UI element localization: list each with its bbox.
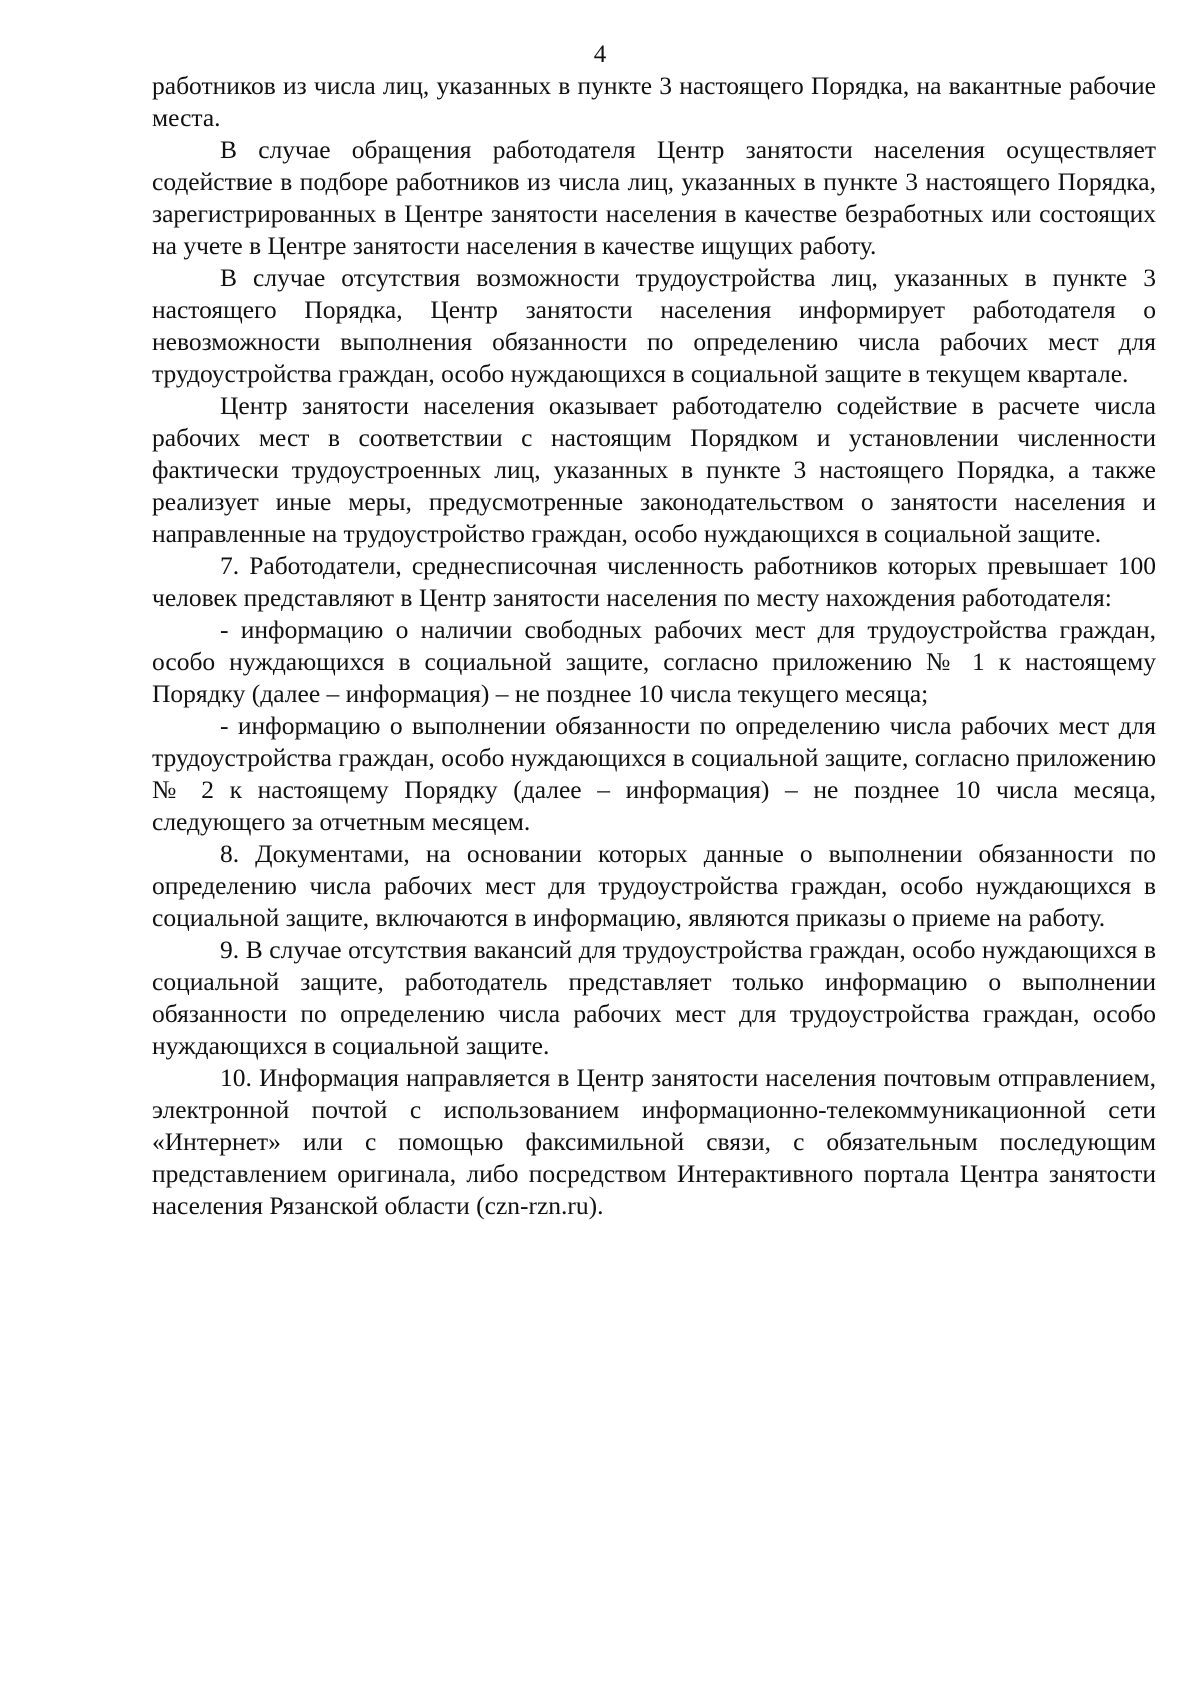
paragraph-item-7: 7. Работодатели, среднесписочная численность работников которых превышает 100 человек представляют в Центр занятости населения по месту нахождения работодателя: (152, 551, 1156, 612)
paragraph-continuation: работников из числа лиц, указанных в пункте 3 настоящего Порядка, на вакантные рабочие места. (152, 71, 1156, 132)
paragraph-item-8: 8. Документами, на основании которых данные о выполнении обязанности по определению числа рабочих мест для трудоустройства граждан, особо нуждающихся в социальной защите, включаются в информацию, являются приказы о приеме на работу. (152, 839, 1156, 932)
list-item-vacancy-info: - информацию о наличии свободных рабочих мест для трудоустройства граждан, особо нуждающихся в социальной защите, согласно приложению № 1 к настоящему Порядку (далее – информация) – не позднее 10 числа текущего месяца; (152, 615, 1156, 708)
page-number: 4 (593, 41, 607, 68)
list-item-obligation-info: - информацию о выполнении обязанности по определению числа рабочих мест для трудоустройства граждан, особо нуждающихся в социальной защите, согласно приложению № 2 к настоящему Порядку (далее – информация) – не позднее 10 числа месяца, следующего за отчетным месяцем. (152, 711, 1156, 836)
paragraph-no-employment-possibility: В случае отсутствия возможности трудоустройства лиц, указанных в пункте 3 настоящего Порядка, Центр занятости населения информирует работодателя о невозможности выполнения обязанности по определению числа рабочих мест для трудоустройства граждан, особо нуждающихся в социальной защите в текущем квартале. (152, 263, 1156, 388)
paragraph-item-9: 9. В случае отсутствия вакансий для трудоустройства граждан, особо нуждающихся в социальной защите, работодатель представляет только информацию о выполнении обязанности по определению числа рабочих мест для трудоустройства граждан, особо нуждающихся в социальной защите. (152, 935, 1156, 1060)
document-body (152, 70, 1156, 1222)
paragraph-employment-center-assistance: Центр занятости населения оказывает работодателю содействие в расчете числа рабочих мест в соответствии с настоящим Порядком и установлении численности фактически трудоустроенных лиц, указанных в пункте 3 настоящего Порядка, а также реализует иные меры, предусмотренные законодательством о занятости населения и направленные на трудоустройство граждан, особо нуждающихся в социальной защите. (152, 391, 1156, 548)
paragraph-item-10: 10. Информация направляется в Центр занятости населения почтовым отправлением, электронной почтой с использованием информационно-телекоммуникационной сети «Интернет» или с помощью факсимильной связи, с обязательным последующим представлением оригинала, либо посредством Интерактивного портала Центра занятости населения Рязанской области (czn-rzn.ru). (152, 1063, 1156, 1220)
paragraph-employer-request: В случае обращения работодателя Центр занятости населения осуществляет содействие в подборе работников из числа лиц, указанных в пункте 3 настоящего Порядка, зарегистрированных в Центре занятости населения в качестве безработных или состоящих на учете в Центре занятости населения в качестве ищущих работу. (152, 135, 1156, 260)
